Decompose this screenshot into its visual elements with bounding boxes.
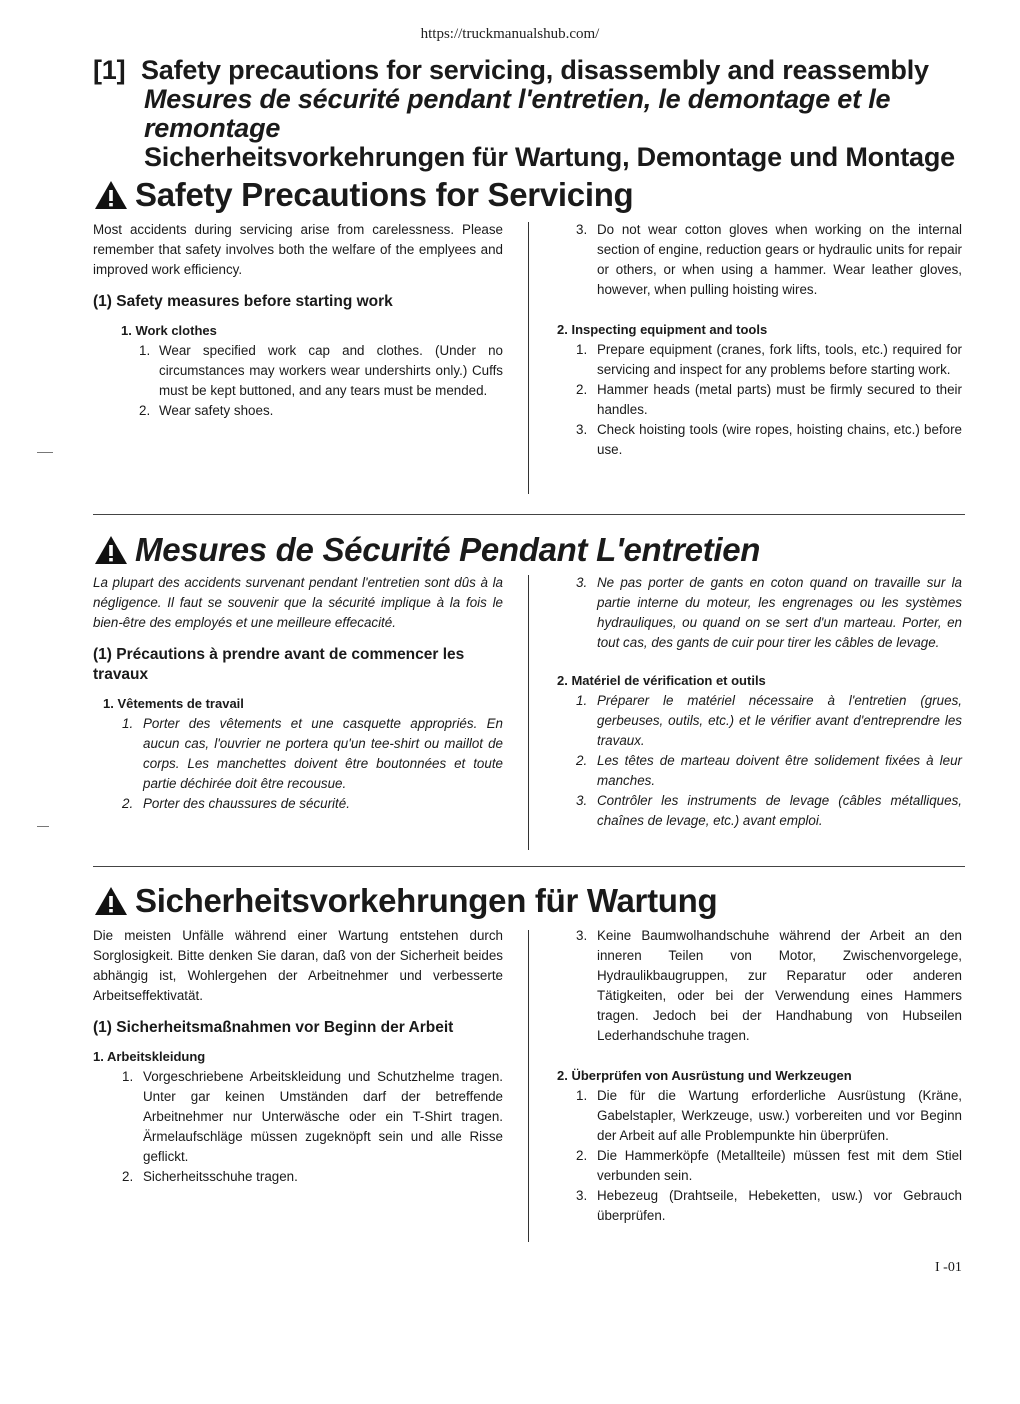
list-item: 2. Sicherheitsschuhe tragen. (122, 1169, 298, 1184)
section-title-de-text: Sicherheitsvorkehrungen für Wartung (135, 882, 718, 919)
en-item1-heading: 1. Work clothes (121, 323, 217, 338)
scan-margin-mark (37, 452, 53, 453)
scan-margin-mark (37, 826, 49, 827)
heading-en: Safety precautions for servicing, disassembly and reassembly (141, 55, 929, 85)
en-item2-heading: 2. Inspecting equipment and tools (557, 322, 768, 337)
heading-number: [1] (93, 55, 126, 85)
list-item: 1. Wear specified work cap and clothes. (Under no circumstances may workers wear undershirts only.) Cuffs must be kept buttoned, and any tears must be mended. (139, 343, 503, 398)
column-divider (528, 222, 529, 494)
section-title-en (93, 176, 633, 214)
en-subheading: (1) Safety measures before starting work (93, 293, 393, 310)
fr-item3-list (547, 573, 962, 653)
de-subheading: (1) Sicherheitsmaßnahmen vor Beginn der Arbeit (93, 1019, 454, 1036)
list-item: 3. Hebezeug (Drahtseile, Hebeketten, usw.) vor Gebrauch überprüfen. (576, 1188, 962, 1223)
de-item1-list (93, 1067, 503, 1187)
list-item: 1. Die für die Wartung erforderliche Ausrüstung (Kräne, Gabelstapler, Werkzeuge, usw.) vorbereiten und vor Beginn der Arbeit auf alle Problempunkte hin überprüfen. (576, 1088, 962, 1143)
list-item: 3. Contrôler les instruments de levage (câbles métalliques, chaînes de levage, etc.) avant emploi. (576, 793, 962, 828)
de-left-column (93, 926, 503, 1187)
list-item: 2. Wear safety shoes. (139, 403, 274, 418)
en-item1-list (93, 341, 503, 421)
section-title-de (93, 882, 717, 920)
de-right-column (547, 926, 962, 1226)
de-item1-heading: 1. Arbeitskleidung (93, 1049, 206, 1064)
fr-item1-list (93, 714, 503, 814)
list-item: 2. Hammer heads (metal parts) must be firmly secured to their handles. (576, 382, 962, 417)
list-item: 1. Préparer le matériel nécessaire à l'entretien (grues, gerbeuses, outils, etc.) et le vérifier avant d'entreprendre les travaux. (576, 693, 962, 748)
section-divider (93, 514, 965, 515)
de-item2-heading: 2. Überprüfen von Ausrüstung und Werkzeugen (557, 1068, 852, 1083)
en-item3-list (547, 220, 962, 300)
list-item: 3. Check hoisting tools (wire ropes, hoisting chains, etc.) before use. (576, 422, 962, 457)
en-intro: Most accidents during servicing arise from carelessness. Please remember that safety involves both the welfare of the emplyees and improved work efficiency. (93, 222, 503, 277)
list-item: 1. Vorgeschriebene Arbeitskleidung und Schutzhelme tragen. Unter gar keinen Umständen darf der betreffende Arbeitnehmer nur Unterwäsche oder ein T-Shirt tragen. Ärmelaufschläge müssen zugeknöpft sein und alle Risse geflickt. (122, 1069, 503, 1164)
de-intro: Die meisten Unfälle während einer Wartung entstehen durch Sorglosigkeit. Bitte denken Sie daran, daß von der Sicherheit beides abhängig ist, Wohlergehen der Arbeitnehmer und verbesserte Arbeitseffektivatät. (93, 928, 503, 1003)
warning-triangle-icon (93, 885, 129, 917)
source-url[interactable]: https://truckmanualshub.com/ (420, 26, 600, 42)
section-title-fr-text: Mesures de Sécurité Pendant L'entretien (135, 531, 761, 568)
list-item: 2. Porter des chaussures de sécurité. (122, 796, 350, 811)
fr-subheading: (1) Précautions à prendre avant de commencer les travaux (93, 646, 465, 683)
fr-right-column (547, 573, 962, 831)
list-item: 1. Porter des vêtements et une casquette appropriés. En aucun cas, l'ouvrier ne portera qu'un tee-shirt ou maillot de corps. Les manchettes doivent être boutonnées et toute partie déchirée doit être recousue. (122, 716, 503, 791)
heading-fr: Mesures de sécurité pendant l'entretien, le demontage et le remontage (144, 84, 891, 143)
de-item3-list (547, 926, 962, 1046)
heading-de: Sicherheitsvorkehrungen für Wartung, Demontage und Montage (144, 142, 955, 172)
section-title-en-text: Safety Precautions for Servicing (135, 176, 634, 213)
fr-item2-heading: 2. Matériel de vérification et outils (557, 673, 766, 688)
warning-triangle-icon (93, 534, 129, 566)
section-divider (93, 866, 965, 867)
list-item: 3. Keine Baumwolhandschuhe während der Arbeit an den inneren Teilen von Motor, Zwischenvorgelege, Hydraulikbaugruppen, zur Reparatur oder anderen Tätigkeiten, oder bei der Verwendung eines Hammers tragen. Jedoch bei der Handhabung von Hubseilen Lederhandschuhe tragen. (576, 928, 962, 1043)
page-heading (93, 56, 973, 172)
list-item: 1. Prepare equipment (cranes, fork lifts, tools, etc.) required for servicing and inspect for any problems before starting work. (576, 342, 962, 377)
list-item: 2. Les têtes de marteau doivent être solidement fixées à leur manches. (576, 753, 962, 788)
list-item: 2. Die Hammerköpfe (Metallteile) müssen fest mit dem Stiel verbunden sein. (576, 1148, 962, 1183)
heading-line-en (93, 56, 973, 85)
fr-left-column (93, 573, 503, 814)
fr-item2-list (547, 691, 962, 831)
en-left-column (93, 220, 503, 421)
list-item: 3. Do not wear cotton gloves when working on the internal section of engine, reduction gears or hydraulic units for repair or others, or when using a hammer. Wear leather gloves, however, when pulling hoisting wires. (576, 222, 962, 297)
de-item2-list (547, 1086, 962, 1226)
fr-item1-heading: 1. Vêtements de travail (103, 696, 244, 711)
warning-triangle-icon (93, 179, 129, 211)
list-item: 3. Ne pas porter de gants en coton quand on travaille sur la partie interne du moteur, les engrenages ou les systèmes hydrauliques, ou quand on se sert d'un marteau. Porter, en tout cas, des gants de cuir pour tirer les câbles de levage. (576, 575, 962, 650)
en-item2-list (547, 340, 962, 460)
en-right-column (547, 220, 962, 460)
fr-intro: La plupart des accidents survenant pendant l'entretien sont dûs à la négligence. Il faut se souvenir que la sécurité implique à la fois le bien-être des employés et une meilleure effecacité. (93, 575, 503, 630)
page-number: I -01 (935, 1260, 962, 1275)
section-title-fr (93, 531, 760, 569)
column-divider (528, 575, 529, 850)
column-divider (528, 930, 529, 1242)
